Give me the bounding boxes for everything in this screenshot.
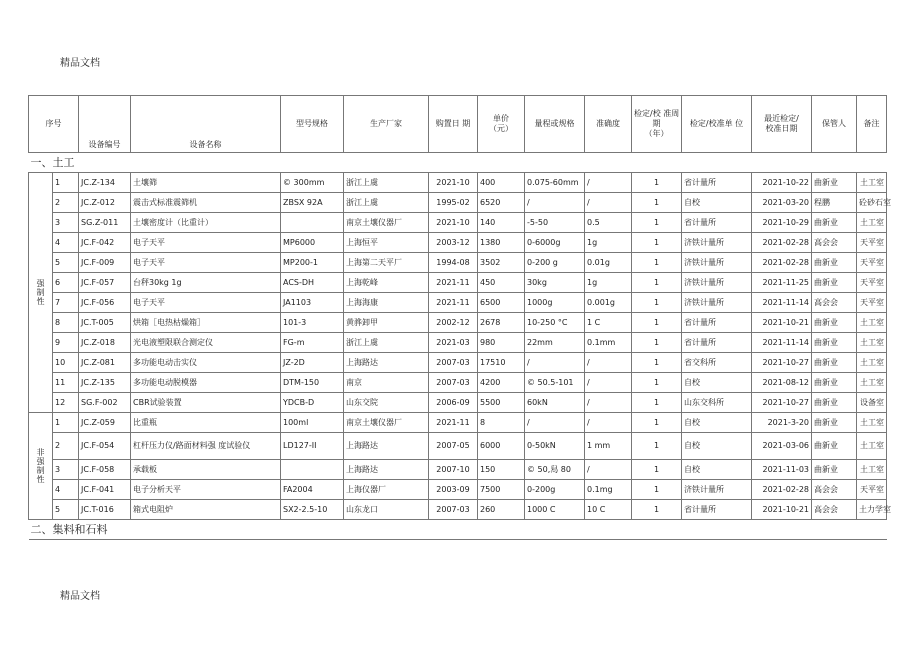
cell-unit: 省计量所: [682, 173, 752, 193]
cell-note: 土工室: [857, 353, 887, 373]
cell-unit: 济铁计量所: [682, 273, 752, 293]
cell-note: 土工室: [857, 373, 887, 393]
section-title-aggregate: 二、集料和石料: [29, 520, 887, 540]
cell-seq: 2: [53, 193, 79, 213]
cell-period: 1: [632, 333, 682, 353]
cell-accuracy: /: [585, 353, 632, 373]
header-period-line2: 期: [652, 119, 661, 128]
cell-period: 1: [632, 373, 682, 393]
cell-seq: 3: [53, 460, 79, 480]
cell-accuracy: 0.001g: [585, 293, 632, 313]
cell-price: 1380: [478, 233, 525, 253]
cell-range: 0-200g: [525, 480, 585, 500]
cell-period: 1: [632, 413, 682, 433]
cell-maker: 上海路达: [344, 353, 429, 373]
cell-name: 电子分析天平: [131, 480, 281, 500]
cell-recent: 2021-10-22: [752, 173, 812, 193]
header-name: 设备名称: [131, 96, 281, 153]
cell-maker: 浙江上虞: [344, 333, 429, 353]
cell-maker: 上海乾峰: [344, 273, 429, 293]
cell-recent: 2021-08-12: [752, 373, 812, 393]
cell-note: 砼砂石室: [857, 193, 887, 213]
cell-maker: 上海恒平: [344, 233, 429, 253]
cell-date: 2002-12: [429, 313, 478, 333]
cell-maker: 上海第二天平厂: [344, 253, 429, 273]
cell-unit: 自校: [682, 373, 752, 393]
table-row: [29, 480, 887, 500]
cell-name: 电子天平: [131, 233, 281, 253]
cell-recent: 2021-11-14: [752, 333, 812, 353]
cell-price: 5500: [478, 393, 525, 413]
table-row: [29, 233, 887, 253]
table-row: [29, 173, 887, 193]
cell-code: JC.F-041: [79, 480, 131, 500]
table-row: [29, 273, 887, 293]
cell-recent: 2021-10-29: [752, 213, 812, 233]
cell-name: 箱式电阻炉: [131, 500, 281, 520]
cell-period: 1: [632, 213, 682, 233]
cell-seq: 5: [53, 253, 79, 273]
cell-note: 土工室: [857, 460, 887, 480]
header-unit: 检定/校准单 位: [682, 96, 752, 153]
cell-period: 1: [632, 273, 682, 293]
table-row: [29, 293, 887, 313]
header-accuracy: 准确度: [585, 96, 632, 153]
cell-maker: 南京土壤仪器厂: [344, 413, 429, 433]
cell-unit: 济铁计量所: [682, 293, 752, 313]
cell-date: 2021-11: [429, 273, 478, 293]
cell-unit: 山东交科所: [682, 393, 752, 413]
cell-note: 土工室: [857, 413, 887, 433]
cell-seq: 5: [53, 500, 79, 520]
cell-price: 450: [478, 273, 525, 293]
cell-code: JC.F-056: [79, 293, 131, 313]
cell-name: 电子天平: [131, 293, 281, 313]
category-mandatory-label: 强制性: [36, 279, 45, 306]
cell-keeper: 曲新业: [812, 433, 857, 460]
cell-date: 2007-03: [429, 353, 478, 373]
cell-code: JC.F-009: [79, 253, 131, 273]
cell-note: 土工室: [857, 433, 887, 460]
cell-unit: 济铁计量所: [682, 233, 752, 253]
cell-period: 1: [632, 393, 682, 413]
cell-recent: 2021-02-28: [752, 480, 812, 500]
header-price-line1: 单价: [493, 114, 509, 123]
cell-date: 2021-10: [429, 173, 478, 193]
table-row: [29, 253, 887, 273]
cell-name: 烘箱［电热枯燥箱］: [131, 313, 281, 333]
cell-accuracy: 10 C: [585, 500, 632, 520]
cell-keeper: 曲新业: [812, 353, 857, 373]
cell-name: 电子天平: [131, 253, 281, 273]
cell-price: 150: [478, 460, 525, 480]
cell-date: 2021-11: [429, 293, 478, 313]
cell-name: 台秤30kg 1g: [131, 273, 281, 293]
cell-maker: 山东龙口: [344, 500, 429, 520]
cell-accuracy: 1g: [585, 233, 632, 253]
header-recent: [752, 96, 812, 153]
cell-price: 3502: [478, 253, 525, 273]
cell-model: MP200-1: [281, 253, 344, 273]
category-non-mandatory-label: 非强制性: [36, 448, 45, 484]
cell-accuracy: 0.5: [585, 213, 632, 233]
cell-keeper: 曲新业: [812, 313, 857, 333]
cell-code: JC.Z-012: [79, 193, 131, 213]
cell-model: SX2-2.5-10: [281, 500, 344, 520]
cell-recent: 2021-3-20: [752, 413, 812, 433]
cell-keeper: 曲新业: [812, 253, 857, 273]
header-date: 购置日 期: [429, 96, 478, 153]
cell-seq: 4: [53, 480, 79, 500]
cell-name: 光电液塑限联合测定仪: [131, 333, 281, 353]
cell-date: 2021-11: [429, 413, 478, 433]
cell-unit: 省计量所: [682, 500, 752, 520]
cell-unit: 省计量所: [682, 313, 752, 333]
page-footer-text: 精品文档: [60, 591, 100, 602]
cell-date: 2021-03: [429, 333, 478, 353]
cell-price: 140: [478, 213, 525, 233]
cell-accuracy: /: [585, 460, 632, 480]
cell-seq: 7: [53, 293, 79, 313]
cell-keeper: 曲新业: [812, 213, 857, 233]
cell-accuracy: 0.1mg: [585, 480, 632, 500]
cell-code: JC.Z-018: [79, 333, 131, 353]
section-title-soil: 一、土工: [29, 153, 887, 173]
cell-unit: 自校: [682, 433, 752, 460]
table-row: [29, 500, 887, 520]
cell-note: 天平室: [857, 253, 887, 273]
cell-model: 101-3: [281, 313, 344, 333]
cell-maker: 南京: [344, 373, 429, 393]
cell-accuracy: /: [585, 193, 632, 213]
header-price: [478, 96, 525, 153]
cell-price: 8: [478, 413, 525, 433]
cell-name: 震击式标准震筛机: [131, 193, 281, 213]
table-row: [29, 353, 887, 373]
cell-model: MP6000: [281, 233, 344, 253]
cell-keeper: 曲新业: [812, 413, 857, 433]
table-row: [29, 193, 887, 213]
cell-recent: 2021-02-28: [752, 233, 812, 253]
cell-recent: 2021-10-21: [752, 500, 812, 520]
cell-date: 2007-10: [429, 460, 478, 480]
cell-accuracy: /: [585, 173, 632, 193]
cell-code: SG.F-002: [79, 393, 131, 413]
cell-recent: 2021-10-27: [752, 393, 812, 413]
cell-code: JC.Z-135: [79, 373, 131, 393]
cell-unit: 省交科所: [682, 353, 752, 373]
header-recent-line2: 校准日期: [765, 124, 798, 133]
cell-model: DTM-150: [281, 373, 344, 393]
header-model: 型号规格: [281, 96, 344, 153]
cell-name: 承载板: [131, 460, 281, 480]
cell-model: ZBSX 92A: [281, 193, 344, 213]
cell-code: JC.F-042: [79, 233, 131, 253]
cell-note: 土工室: [857, 313, 887, 333]
cell-price: 260: [478, 500, 525, 520]
cell-seq: 6: [53, 273, 79, 293]
table-row: [29, 433, 887, 460]
cell-note: 土工室: [857, 213, 887, 233]
cell-note: 天平室: [857, 480, 887, 500]
cell-accuracy: 0.01g: [585, 253, 632, 273]
section-row-soil: [29, 153, 887, 173]
cell-recent: 2021-11-25: [752, 273, 812, 293]
cell-period: 1: [632, 500, 682, 520]
cell-unit: 省计量所: [682, 333, 752, 353]
cell-price: 7500: [478, 480, 525, 500]
cell-maker: 上海仪器厂: [344, 480, 429, 500]
cell-period: 1: [632, 313, 682, 333]
table-row: [29, 313, 887, 333]
cell-model: [281, 213, 344, 233]
cell-price: 400: [478, 173, 525, 193]
cell-keeper: 曲新业: [812, 173, 857, 193]
cell-maker: 南京土壤仪器厂: [344, 213, 429, 233]
cell-recent: 2021-10-21: [752, 313, 812, 333]
cell-recent: 2021-03-20: [752, 193, 812, 213]
cell-seq: 4: [53, 233, 79, 253]
cell-seq: 3: [53, 213, 79, 233]
cell-code: JC.T-016: [79, 500, 131, 520]
cell-keeper: 曲新业: [812, 460, 857, 480]
table-row: [29, 460, 887, 480]
cell-price: 2678: [478, 313, 525, 333]
header-period: [632, 96, 682, 153]
table-row: [29, 373, 887, 393]
cell-model: LD127-II: [281, 433, 344, 460]
cell-range: 1000 C: [525, 500, 585, 520]
header-maker: 生产厂家: [344, 96, 429, 153]
cell-recent: 2021-10-27: [752, 353, 812, 373]
cell-keeper: 曲新业: [812, 393, 857, 413]
cell-keeper: 高会会: [812, 233, 857, 253]
cell-model: ACS-DH: [281, 273, 344, 293]
cell-date: 2003-12: [429, 233, 478, 253]
cell-unit: 自校: [682, 193, 752, 213]
cell-code: JC.F-058: [79, 460, 131, 480]
cell-keeper: 高会会: [812, 293, 857, 313]
cell-maker: 上海海康: [344, 293, 429, 313]
cell-code: JC.F-057: [79, 273, 131, 293]
cell-unit: 自校: [682, 413, 752, 433]
cell-period: 1: [632, 353, 682, 373]
cell-keeper: 高会会: [812, 500, 857, 520]
cell-seq: 11: [53, 373, 79, 393]
cell-model: FA2004: [281, 480, 344, 500]
cell-name: 多功能电动脱模器: [131, 373, 281, 393]
cell-keeper: 曲新业: [812, 373, 857, 393]
cell-unit: 济铁计量所: [682, 253, 752, 273]
cell-unit: 济铁计量所: [682, 480, 752, 500]
cell-range: 10-250 °C: [525, 313, 585, 333]
cell-period: 1: [632, 193, 682, 213]
header-code: 设备编号: [79, 96, 131, 153]
cell-range: /: [525, 353, 585, 373]
header-note: 备注: [857, 96, 887, 153]
cell-accuracy: 1 mm: [585, 433, 632, 460]
cell-name: 杠杆压力仪/路面材料强 度试验仪: [131, 433, 281, 460]
cell-maker: 上海路达: [344, 460, 429, 480]
cell-unit: 自校: [682, 460, 752, 480]
cell-accuracy: /: [585, 373, 632, 393]
table-row: [29, 413, 887, 433]
cell-period: 1: [632, 173, 682, 193]
cell-price: 4200: [478, 373, 525, 393]
cell-date: 1995-02: [429, 193, 478, 213]
cell-name: CBR试验装置: [131, 393, 281, 413]
cell-maker: 黄骅卸甲: [344, 313, 429, 333]
cell-range: 22mm: [525, 333, 585, 353]
cell-price: 980: [478, 333, 525, 353]
cell-note: 天平室: [857, 293, 887, 313]
cell-accuracy: /: [585, 413, 632, 433]
cell-range: 0-6000g: [525, 233, 585, 253]
table-row: [29, 333, 887, 353]
cell-recent: 2021-03-06: [752, 433, 812, 460]
cell-recent: 2021-11-03: [752, 460, 812, 480]
cell-period: 1: [632, 293, 682, 313]
cell-price: 6500: [478, 293, 525, 313]
cell-name: 多功能电动击实仪: [131, 353, 281, 373]
cell-range: 0-50kN: [525, 433, 585, 460]
cell-seq: 10: [53, 353, 79, 373]
cell-range: 0-200 g: [525, 253, 585, 273]
header-seq: 序号: [29, 96, 79, 153]
page-header-text: 精品文档: [60, 58, 100, 69]
cell-date: 1994-08: [429, 253, 478, 273]
header-period-line3: （年）: [644, 129, 669, 138]
cell-note: 土工室: [857, 173, 887, 193]
cell-code: JC.Z-081: [79, 353, 131, 373]
cell-price: 6000: [478, 433, 525, 460]
category-non-mandatory: [29, 413, 53, 520]
cell-keeper: 程鹏: [812, 193, 857, 213]
cell-model: FG-m: [281, 333, 344, 353]
cell-model: JZ-2D: [281, 353, 344, 373]
cell-seq: 12: [53, 393, 79, 413]
cell-unit: 省计量所: [682, 213, 752, 233]
cell-period: 1: [632, 433, 682, 460]
cell-price: 17510: [478, 353, 525, 373]
header-keeper: 保管人: [812, 96, 857, 153]
cell-note: 设备室: [857, 393, 887, 413]
cell-code: JC.F-054: [79, 433, 131, 460]
cell-seq: 2: [53, 433, 79, 460]
cell-model: 100ml: [281, 413, 344, 433]
cell-date: 2007-05: [429, 433, 478, 460]
cell-note: 天平室: [857, 273, 887, 293]
cell-keeper: 高会会: [812, 480, 857, 500]
cell-date: 2021-10: [429, 213, 478, 233]
cell-seq: 8: [53, 313, 79, 333]
cell-code: JC.Z-059: [79, 413, 131, 433]
cell-period: 1: [632, 460, 682, 480]
table-row: [29, 393, 887, 413]
cell-note: 天平室: [857, 233, 887, 253]
cell-keeper: 曲新业: [812, 273, 857, 293]
cell-date: 2003-09: [429, 480, 478, 500]
cell-accuracy: 0.1mm: [585, 333, 632, 353]
cell-period: 1: [632, 480, 682, 500]
cell-code: JC.T-005: [79, 313, 131, 333]
cell-seq: 1: [53, 173, 79, 193]
cell-maker: 浙江上虞: [344, 193, 429, 213]
cell-date: 2006-09: [429, 393, 478, 413]
cell-date: 2007-03: [429, 373, 478, 393]
cell-range: 1000g: [525, 293, 585, 313]
cell-range: © 50,舄 80: [525, 460, 585, 480]
cell-date: 2007-03: [429, 500, 478, 520]
cell-code: SG.Z-011: [79, 213, 131, 233]
cell-name: 比重瓶: [131, 413, 281, 433]
cell-range: /: [525, 193, 585, 213]
cell-period: 1: [632, 253, 682, 273]
cell-maker: 上海路达: [344, 433, 429, 460]
cell-model: JA1103: [281, 293, 344, 313]
cell-accuracy: /: [585, 393, 632, 413]
cell-range: 30kg: [525, 273, 585, 293]
cell-note: 土工室: [857, 333, 887, 353]
cell-range: /: [525, 413, 585, 433]
cell-code: JC.Z-134: [79, 173, 131, 193]
cell-keeper: 曲新业: [812, 333, 857, 353]
category-mandatory: [29, 173, 53, 413]
equipment-table: [28, 95, 891, 540]
cell-seq: 1: [53, 413, 79, 433]
cell-recent: 2021-11-14: [752, 293, 812, 313]
cell-name: 土壤密度计（比重计）: [131, 213, 281, 233]
cell-model: © 300mm: [281, 173, 344, 193]
cell-period: 1: [632, 233, 682, 253]
cell-model: YDCB-D: [281, 393, 344, 413]
cell-seq: 9: [53, 333, 79, 353]
cell-range: © 50.5-101: [525, 373, 585, 393]
header-price-line2: （元）: [489, 124, 513, 133]
cell-name: 土壤筛: [131, 173, 281, 193]
cell-range: -5-50: [525, 213, 585, 233]
table-header-row: [29, 96, 887, 153]
cell-price: 6520: [478, 193, 525, 213]
cell-maker: 山东交院: [344, 393, 429, 413]
cell-model: [281, 460, 344, 480]
table-row: [29, 213, 887, 233]
header-period-line1: 检定/校 准周: [634, 109, 680, 118]
cell-maker: 浙江上虞: [344, 173, 429, 193]
cell-accuracy: 1g: [585, 273, 632, 293]
section-row-aggregate: [29, 520, 887, 540]
cell-note: 土力学室: [857, 500, 887, 520]
cell-accuracy: 1 C: [585, 313, 632, 333]
cell-range: 0.075-60mm: [525, 173, 585, 193]
cell-range: 60kN: [525, 393, 585, 413]
header-range: 量程或规格: [525, 96, 585, 153]
header-recent-line1: 最近检定/: [764, 114, 799, 123]
cell-recent: 2021-02-28: [752, 253, 812, 273]
